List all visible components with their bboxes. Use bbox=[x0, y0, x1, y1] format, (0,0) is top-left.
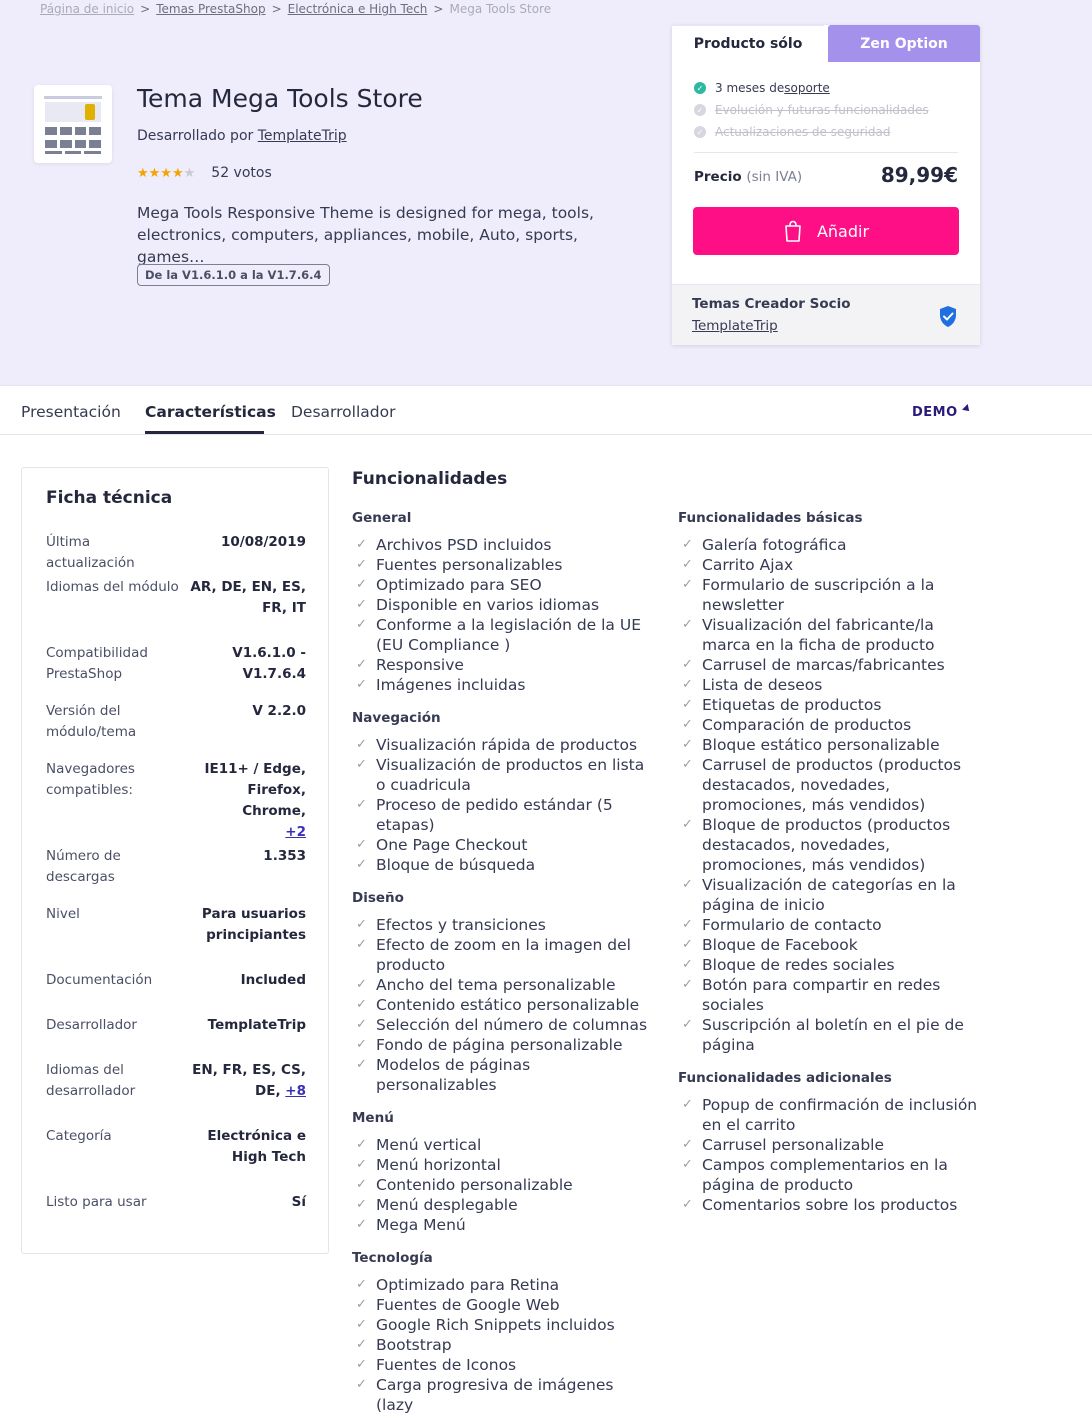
feature-item-text: Visualización de productos en lista o cuadricula bbox=[376, 756, 645, 794]
feature-item-text: Comparación de productos bbox=[702, 716, 912, 734]
developer-line bbox=[137, 128, 347, 144]
feature-item bbox=[678, 1095, 978, 1135]
feature-item bbox=[352, 1015, 652, 1035]
check-icon: ✓ bbox=[356, 1197, 367, 1212]
check-icon: ✓ bbox=[682, 537, 693, 552]
feature-group-title: Tecnología bbox=[352, 1250, 433, 1266]
check-icon: ✓ bbox=[356, 1357, 367, 1372]
check-icon: ✓ bbox=[356, 757, 367, 772]
breadcrumb-home[interactable]: Página de inicio bbox=[40, 2, 135, 16]
spec-value: V1.6.1.0 - V1.7.6.4 bbox=[232, 645, 306, 682]
feature-item bbox=[678, 535, 978, 555]
feature-item-text: Menú vertical bbox=[376, 1136, 482, 1154]
check-icon: ✓ bbox=[356, 1337, 367, 1352]
developer-link[interactable]: TemplateTrip bbox=[257, 128, 347, 144]
tab-zen-option[interactable]: Zen Option bbox=[828, 25, 980, 62]
check-icon: ✓ bbox=[356, 917, 367, 932]
feature-item bbox=[678, 1015, 978, 1055]
product-title: Tema Mega Tools Store bbox=[137, 84, 423, 113]
feature-item-text: Botón para compartir en redes sociales bbox=[702, 976, 941, 1014]
feature-item-text: Carrito Ajax bbox=[702, 556, 794, 574]
check-icon: ✓ bbox=[356, 557, 367, 572]
feature-item-text: Visualización de categorías en la página de inicio bbox=[702, 876, 956, 914]
feature-item bbox=[678, 715, 978, 735]
check-icon: ✓ bbox=[682, 557, 693, 572]
feature-group-list bbox=[352, 535, 652, 695]
check-circle-icon: ✓ bbox=[694, 82, 706, 94]
feature-item bbox=[678, 1155, 978, 1195]
feature-item-text: Comentarios sobre los productos bbox=[702, 1196, 958, 1214]
feature-item bbox=[352, 1215, 652, 1235]
tab-features[interactable]: Características bbox=[145, 403, 276, 421]
feature-item-text: Conforme a la legislación de la UE (EU Compliance ) bbox=[376, 616, 641, 654]
feature-group-title: General bbox=[352, 510, 412, 526]
more-browsers-link[interactable]: +2 bbox=[285, 824, 306, 840]
check-icon: ✓ bbox=[356, 1157, 367, 1172]
feature-item-text: Imágenes incluidas bbox=[376, 676, 526, 694]
feature-item bbox=[678, 815, 978, 875]
feature-item-text: Archivos PSD incluidos bbox=[376, 536, 552, 554]
feature-group-list bbox=[352, 1135, 652, 1235]
features-column-left bbox=[352, 507, 652, 1427]
check-icon: ✓ bbox=[682, 717, 693, 732]
feature-item bbox=[352, 1055, 652, 1095]
check-icon: ✓ bbox=[682, 697, 693, 712]
spec-value: IE11+ / Edge, Firefox, Chrome, bbox=[204, 761, 306, 819]
spec-key: Listo para usar bbox=[46, 1194, 147, 1210]
shopping-bag-icon bbox=[783, 220, 803, 242]
feature-group-title: Funcionalidades básicas bbox=[678, 510, 863, 526]
feature-item bbox=[352, 1135, 652, 1155]
feature-item bbox=[352, 655, 652, 675]
spec-key: Número de descargas bbox=[46, 848, 121, 885]
verified-shield-icon bbox=[938, 305, 958, 328]
product-nav bbox=[0, 387, 1092, 435]
feature-item bbox=[352, 795, 652, 835]
spec-key: Documentación bbox=[46, 972, 153, 988]
tech-sheet-title: Ficha técnica bbox=[46, 488, 173, 508]
check-icon: ✓ bbox=[356, 597, 367, 612]
tab-developer[interactable]: Desarrollador bbox=[291, 403, 396, 421]
feature-item-text: Bloque estático personalizable bbox=[702, 736, 940, 754]
feature-item-text: Efecto de zoom en la imagen del producto bbox=[376, 936, 631, 974]
spec-value: Electrónica e High Tech bbox=[207, 1128, 306, 1165]
feature-item bbox=[352, 1035, 652, 1055]
tab-product-only[interactable]: Producto sólo bbox=[672, 25, 824, 62]
spec-value: TemplateTrip bbox=[207, 1017, 306, 1033]
partner-title: Temas Creador Socio bbox=[692, 296, 851, 312]
feature-item bbox=[678, 695, 978, 715]
spec-value: 10/08/2019 bbox=[220, 534, 306, 550]
external-arrow-icon bbox=[962, 404, 972, 414]
spec-value: Para usuarios principiantes bbox=[201, 906, 306, 943]
feature-item-text: Carrusel personalizable bbox=[702, 1136, 885, 1154]
feature-item-text: Visualización rápida de productos bbox=[376, 736, 638, 754]
feature-item-text: Carrusel de marcas/fabricantes bbox=[702, 656, 945, 674]
hero-section bbox=[0, 0, 1092, 386]
check-icon: ✓ bbox=[356, 677, 367, 692]
feature-item bbox=[678, 955, 978, 975]
breadcrumb-themes[interactable]: Temas PrestaShop bbox=[156, 2, 266, 16]
check-icon: ✓ bbox=[682, 737, 693, 752]
feature-item bbox=[352, 1195, 652, 1215]
spec-value: Sí bbox=[291, 1194, 306, 1210]
spec-key: Última actualización bbox=[46, 534, 135, 571]
check-circle-disabled-icon: ✓ bbox=[694, 126, 706, 138]
breadcrumb bbox=[40, 2, 551, 16]
version-badge: De la V1.6.1.0 a la V1.7.6.4 bbox=[137, 264, 330, 286]
feature-item bbox=[352, 1375, 652, 1415]
feature-item bbox=[352, 1315, 652, 1335]
feature-item bbox=[352, 675, 652, 695]
tab-presentation[interactable]: Presentación bbox=[21, 403, 121, 421]
feature-item bbox=[352, 615, 652, 655]
breadcrumb-separator: > bbox=[271, 2, 282, 16]
feature-item-text: Suscripción al boletín en el pie de página bbox=[702, 1016, 964, 1054]
check-icon: ✓ bbox=[356, 937, 367, 952]
check-icon: ✓ bbox=[682, 957, 693, 972]
check-icon: ✓ bbox=[356, 617, 367, 632]
buy-box bbox=[672, 25, 980, 345]
product-description: Mega Tools Responsive Theme is designed for mega, tools, electronics, computers, appliances, mobile, Auto, sports, games… bbox=[137, 204, 594, 266]
feature-item-text: Campos complementarios en la página de producto bbox=[702, 1156, 948, 1194]
check-icon: ✓ bbox=[356, 997, 367, 1012]
check-icon: ✓ bbox=[356, 737, 367, 752]
check-icon: ✓ bbox=[356, 657, 367, 672]
check-icon: ✓ bbox=[682, 577, 693, 592]
feature-item bbox=[352, 995, 652, 1015]
product-thumbnail[interactable] bbox=[34, 85, 112, 163]
price-tax-note: (sin IVA) bbox=[746, 169, 803, 185]
divider bbox=[694, 152, 958, 153]
feature-item bbox=[678, 655, 978, 675]
feature-item-text: Bloque de productos (productos destacados, novedades, promociones, más vendidos) bbox=[702, 816, 951, 874]
feature-item bbox=[352, 535, 652, 555]
check-icon: ✓ bbox=[356, 537, 367, 552]
feature-item bbox=[678, 755, 978, 815]
offer-feature-text: 3 meses de bbox=[715, 81, 785, 95]
feature-item-text: Efectos y transiciones bbox=[376, 916, 546, 934]
feature-item-text: Formulario de suscripción a la newsletter bbox=[702, 576, 935, 614]
feature-group-list bbox=[352, 735, 652, 875]
feature-item-text: Bloque de Facebook bbox=[702, 936, 858, 954]
feature-item bbox=[678, 915, 978, 935]
feature-item bbox=[352, 755, 652, 795]
feature-item-text: Formulario de contacto bbox=[702, 916, 882, 934]
check-icon: ✓ bbox=[682, 977, 693, 992]
features-title: Funcionalidades bbox=[352, 469, 508, 489]
spec-key: Navegadores compatibles: bbox=[46, 761, 135, 798]
feature-item bbox=[678, 875, 978, 915]
spec-value: EN, FR, ES, CS, DE, bbox=[192, 1062, 306, 1099]
feature-item-text: Fuentes de Google Web bbox=[376, 1296, 560, 1314]
partner-panel bbox=[672, 284, 980, 345]
feature-item bbox=[678, 615, 978, 655]
check-icon: ✓ bbox=[356, 1137, 367, 1152]
feature-item-text: Bloque de redes sociales bbox=[702, 956, 895, 974]
check-icon: ✓ bbox=[356, 1037, 367, 1052]
feature-item-text: Contenido personalizable bbox=[376, 1176, 573, 1194]
spec-key: Categoría bbox=[46, 1128, 112, 1144]
check-icon: ✓ bbox=[356, 857, 367, 872]
price-label bbox=[694, 169, 802, 185]
feature-item-text: Selección del número de columnas bbox=[376, 1016, 648, 1034]
check-icon: ✓ bbox=[682, 1137, 693, 1152]
feature-item-text: Carga progresiva de imágenes (lazy bbox=[376, 1376, 614, 1414]
demo-button[interactable]: DEMO bbox=[912, 405, 958, 420]
feature-group-title: Menú bbox=[352, 1110, 394, 1126]
feature-item bbox=[352, 975, 652, 995]
check-icon: ✓ bbox=[356, 1317, 367, 1332]
offer-feature bbox=[694, 99, 929, 121]
check-icon: ✓ bbox=[682, 757, 693, 772]
check-icon: ✓ bbox=[356, 1277, 367, 1292]
breadcrumb-separator: > bbox=[433, 2, 444, 16]
feature-item bbox=[678, 735, 978, 755]
check-icon: ✓ bbox=[682, 1157, 693, 1172]
feature-item-text: Mega Menú bbox=[376, 1216, 466, 1234]
price-label-text: Precio bbox=[694, 169, 742, 185]
feature-item bbox=[352, 1355, 652, 1375]
feature-item-text: Popup de confirmación de inclusión en el carrito bbox=[702, 1096, 978, 1134]
feature-group-list bbox=[678, 1095, 978, 1215]
spec-value: Included bbox=[240, 972, 306, 988]
offer-tabs bbox=[672, 25, 980, 62]
check-icon: ✓ bbox=[682, 1017, 693, 1032]
check-icon: ✓ bbox=[356, 837, 367, 852]
check-icon: ✓ bbox=[356, 977, 367, 992]
feature-item bbox=[678, 1195, 978, 1215]
feature-item bbox=[678, 935, 978, 955]
breadcrumb-current: Mega Tools Store bbox=[449, 2, 552, 16]
spec-key: Nivel bbox=[46, 906, 80, 922]
feature-item-text: Fuentes personalizables bbox=[376, 556, 563, 574]
check-icon: ✓ bbox=[682, 1197, 693, 1212]
rating[interactable] bbox=[137, 165, 272, 181]
feature-item bbox=[352, 555, 652, 575]
feature-item bbox=[352, 1275, 652, 1295]
breadcrumb-separator: > bbox=[140, 2, 151, 16]
support-link[interactable]: soporte bbox=[784, 81, 830, 95]
spec-value: V 2.2.0 bbox=[252, 703, 306, 719]
feature-item bbox=[352, 935, 652, 975]
more-languages-link[interactable]: +8 bbox=[285, 1083, 306, 1099]
add-button-label: Añadir bbox=[816, 221, 870, 241]
feature-item bbox=[352, 1335, 652, 1355]
check-icon: ✓ bbox=[356, 1377, 367, 1392]
feature-item-text: Fondo de página personalizable bbox=[376, 1036, 623, 1054]
feature-item-text: Disponible en varios idiomas bbox=[376, 596, 600, 614]
tech-sheet bbox=[21, 467, 329, 1254]
feature-item-text: Menú horizontal bbox=[376, 1156, 501, 1174]
feature-item bbox=[678, 975, 978, 1015]
feature-item bbox=[678, 555, 978, 575]
feature-item bbox=[352, 575, 652, 595]
price-value: 89,99€ bbox=[880, 163, 958, 187]
feature-item bbox=[678, 575, 978, 615]
feature-item-text: Responsive bbox=[376, 656, 464, 674]
feature-group-title: Diseño bbox=[352, 890, 404, 906]
feature-group-list bbox=[352, 915, 652, 1095]
feature-item-text: Optimizado para SEO bbox=[376, 576, 542, 594]
feature-item-text: Visualización del fabricante/la marca en la ficha de producto bbox=[702, 616, 935, 654]
check-icon: ✓ bbox=[356, 1177, 367, 1192]
feature-item-text: Etiquetas de productos bbox=[702, 696, 882, 714]
offer-feature bbox=[694, 121, 929, 143]
active-tab-indicator bbox=[145, 431, 264, 434]
rating-stars: ★★★★★ bbox=[137, 165, 196, 181]
feature-item-text: Fuentes de Iconos bbox=[376, 1356, 517, 1374]
check-icon: ✓ bbox=[682, 817, 693, 832]
feature-item-text: Modelos de páginas personalizables bbox=[376, 1056, 531, 1094]
check-icon: ✓ bbox=[682, 657, 693, 672]
features-column-right bbox=[678, 507, 978, 1227]
check-icon: ✓ bbox=[356, 1017, 367, 1032]
feature-item bbox=[352, 735, 652, 755]
feature-item bbox=[352, 595, 652, 615]
feature-group-title: Navegación bbox=[352, 710, 441, 726]
spec-value: 1.353 bbox=[263, 848, 306, 864]
offer-features bbox=[694, 77, 929, 143]
feature-item-text: Ancho del tema personalizable bbox=[376, 976, 616, 994]
offer-feature-text: Actualizaciones de seguridad bbox=[715, 125, 891, 139]
feature-item-text: Google Rich Snippets incluidos bbox=[376, 1316, 615, 1334]
votes-count: 52 votos bbox=[211, 165, 272, 181]
check-icon: ✓ bbox=[682, 1097, 693, 1112]
feature-item-text: Galería fotográfica bbox=[702, 536, 847, 554]
spec-value: AR, DE, EN, ES, FR, IT bbox=[190, 579, 306, 616]
feature-item bbox=[352, 835, 652, 855]
feature-item-text: Carrusel de productos (productos destacados, novedades, promociones, más vendidos) bbox=[702, 756, 962, 814]
feature-item-text: Contenido estático personalizable bbox=[376, 996, 640, 1014]
feature-item-text: Optimizado para Retina bbox=[376, 1276, 560, 1294]
feature-item bbox=[352, 1155, 652, 1175]
spec-key: Idiomas del módulo bbox=[46, 579, 179, 595]
offer-feature bbox=[694, 77, 929, 99]
check-icon: ✓ bbox=[356, 797, 367, 812]
feature-item bbox=[352, 1295, 652, 1315]
feature-item bbox=[352, 855, 652, 875]
partner-link[interactable]: TemplateTrip bbox=[692, 318, 778, 334]
check-icon: ✓ bbox=[682, 937, 693, 952]
check-icon: ✓ bbox=[356, 577, 367, 592]
spec-key: Desarrollador bbox=[46, 1017, 137, 1033]
check-icon: ✓ bbox=[356, 1217, 367, 1232]
feature-item bbox=[678, 1135, 978, 1155]
feature-item-text: Menú desplegable bbox=[376, 1196, 518, 1214]
spec-key: Idiomas del desarrollador bbox=[46, 1062, 136, 1099]
check-icon: ✓ bbox=[356, 1057, 367, 1072]
feature-group-list bbox=[678, 535, 978, 1055]
add-to-cart-button[interactable] bbox=[693, 207, 959, 255]
feature-item-text: Bootstrap bbox=[376, 1336, 452, 1354]
check-icon: ✓ bbox=[682, 877, 693, 892]
feature-item-text: One Page Checkout bbox=[376, 836, 528, 854]
check-circle-disabled-icon: ✓ bbox=[694, 104, 706, 116]
feature-item bbox=[352, 915, 652, 935]
developed-by-label: Desarrollado por bbox=[137, 128, 254, 144]
feature-group-list bbox=[352, 1275, 652, 1415]
feature-item-text: Proceso de pedido estándar (5 etapas) bbox=[376, 796, 613, 834]
spec-key: Versión del módulo/tema bbox=[46, 703, 137, 740]
feature-item bbox=[352, 1175, 652, 1195]
feature-item-text: Bloque de búsqueda bbox=[376, 856, 536, 874]
feature-group-title: Funcionalidades adicionales bbox=[678, 1070, 892, 1086]
check-icon: ✓ bbox=[356, 1297, 367, 1312]
offer-feature-text: Evolución y futuras funcionalidades bbox=[715, 103, 929, 117]
feature-item-text: Lista de deseos bbox=[702, 676, 823, 694]
spec-key: Compatibilidad PrestaShop bbox=[46, 645, 148, 682]
breadcrumb-category[interactable]: Electrónica e High Tech bbox=[287, 2, 428, 16]
check-icon: ✓ bbox=[682, 917, 693, 932]
check-icon: ✓ bbox=[682, 617, 693, 632]
check-icon: ✓ bbox=[682, 677, 693, 692]
feature-item bbox=[678, 675, 978, 695]
